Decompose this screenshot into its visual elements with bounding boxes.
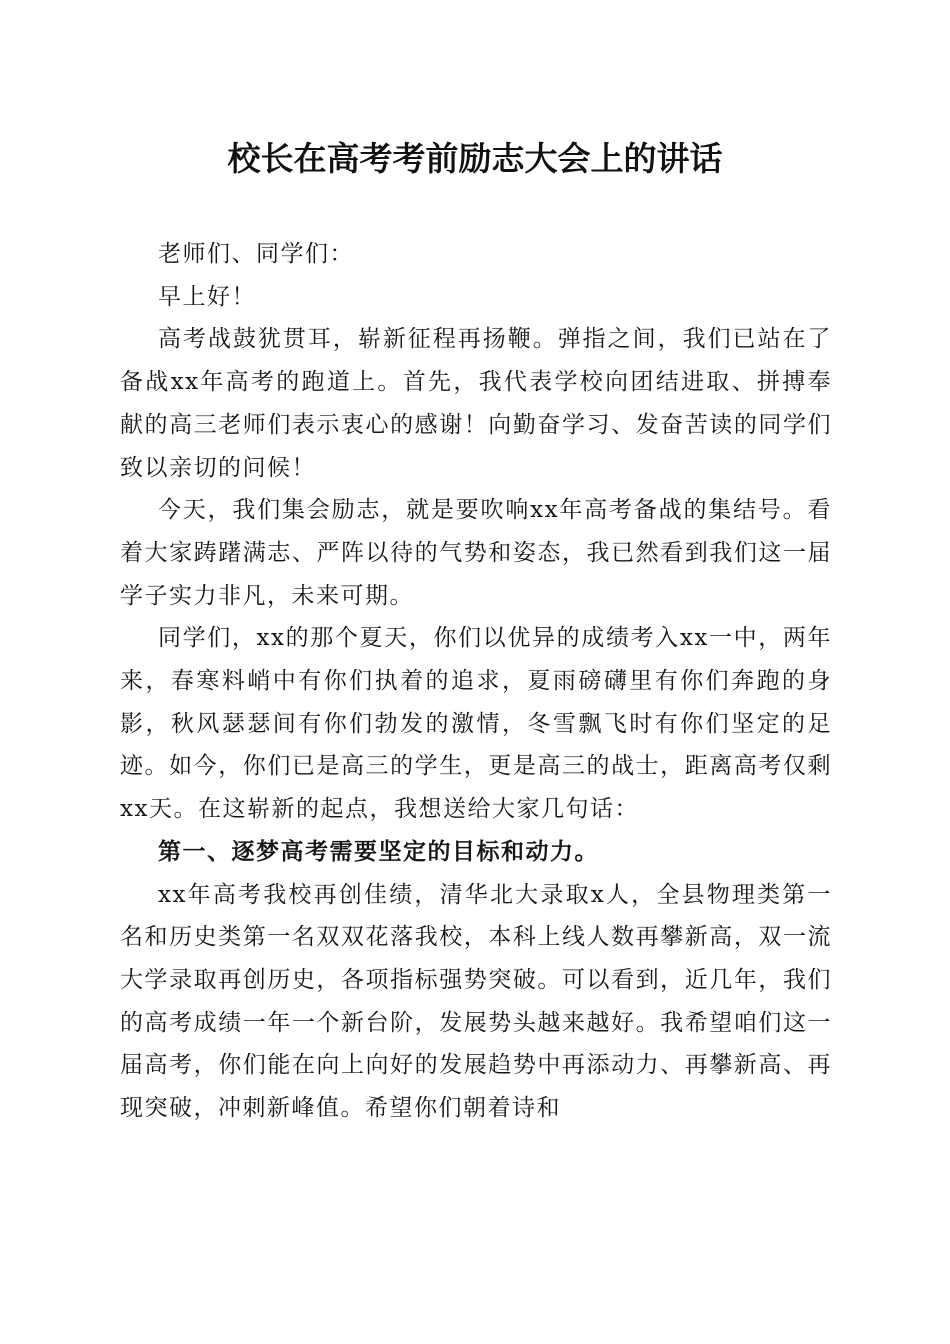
greeting-morning: 早上好！ <box>158 283 256 310</box>
document-body <box>120 233 832 1130</box>
paragraph-rally: 今天，我们集会励志，就是要吹响xx年高考备战的集结号。看着大家踌躇满志、严阵以待的气势和姿态，我已然看到我们这一届学子实力非凡，未来可期。 <box>120 497 832 609</box>
paragraph-opening: 高考战鼓犹贯耳，崭新征程再扬鞭。弹指之间，我们已站在了备战xx年高考的跑道上。首先，我代表学校向团结进取、拼搏奉献的高三老师们表示衷心的感谢！向勤奋学习、发奋苦读的同学们致以亲切的问候！ <box>120 326 832 481</box>
greeting-salutation: 老师们、同学们： <box>158 241 354 267</box>
section-heading-first: 第一、逐梦高考需要坚定的目标和动力。 <box>158 837 599 865</box>
document-title: 校长在高考考前励志大会上的讲话 <box>227 139 723 178</box>
paragraph-journey: 同学们，xx的那个夏天，你们以优异的成绩考入xx一中，两年来，春寒料峭中有你们执着的追求，夏雨磅礴里有你们奔跑的身影，秋风瑟瑟间有你们勃发的激情，冬雪飘飞时有你们坚定的足迹。如今，你们已是高三的学生，更是高三的战士，距离高考仅剩xx天。在这崭新的起点，我想送给大家几句话： <box>120 625 832 823</box>
paragraph-achievements: xx年高考我校再创佳绩，清华北大录取x人，全县物理类第一名和历史类第一名双双花落我校，本科上线人数再攀新高，双一流大学录取再创历史，各项指标强势突破。可以看到，近几年，我们的高考成绩一年一个新台阶，发展势头越来越好。我希望咱们这一届高考，你们能在向上向好的发展趋势中再添动力、再攀新高、再现突破，冲刺新峰值。希望你们朝着诗和 <box>120 881 832 1122</box>
